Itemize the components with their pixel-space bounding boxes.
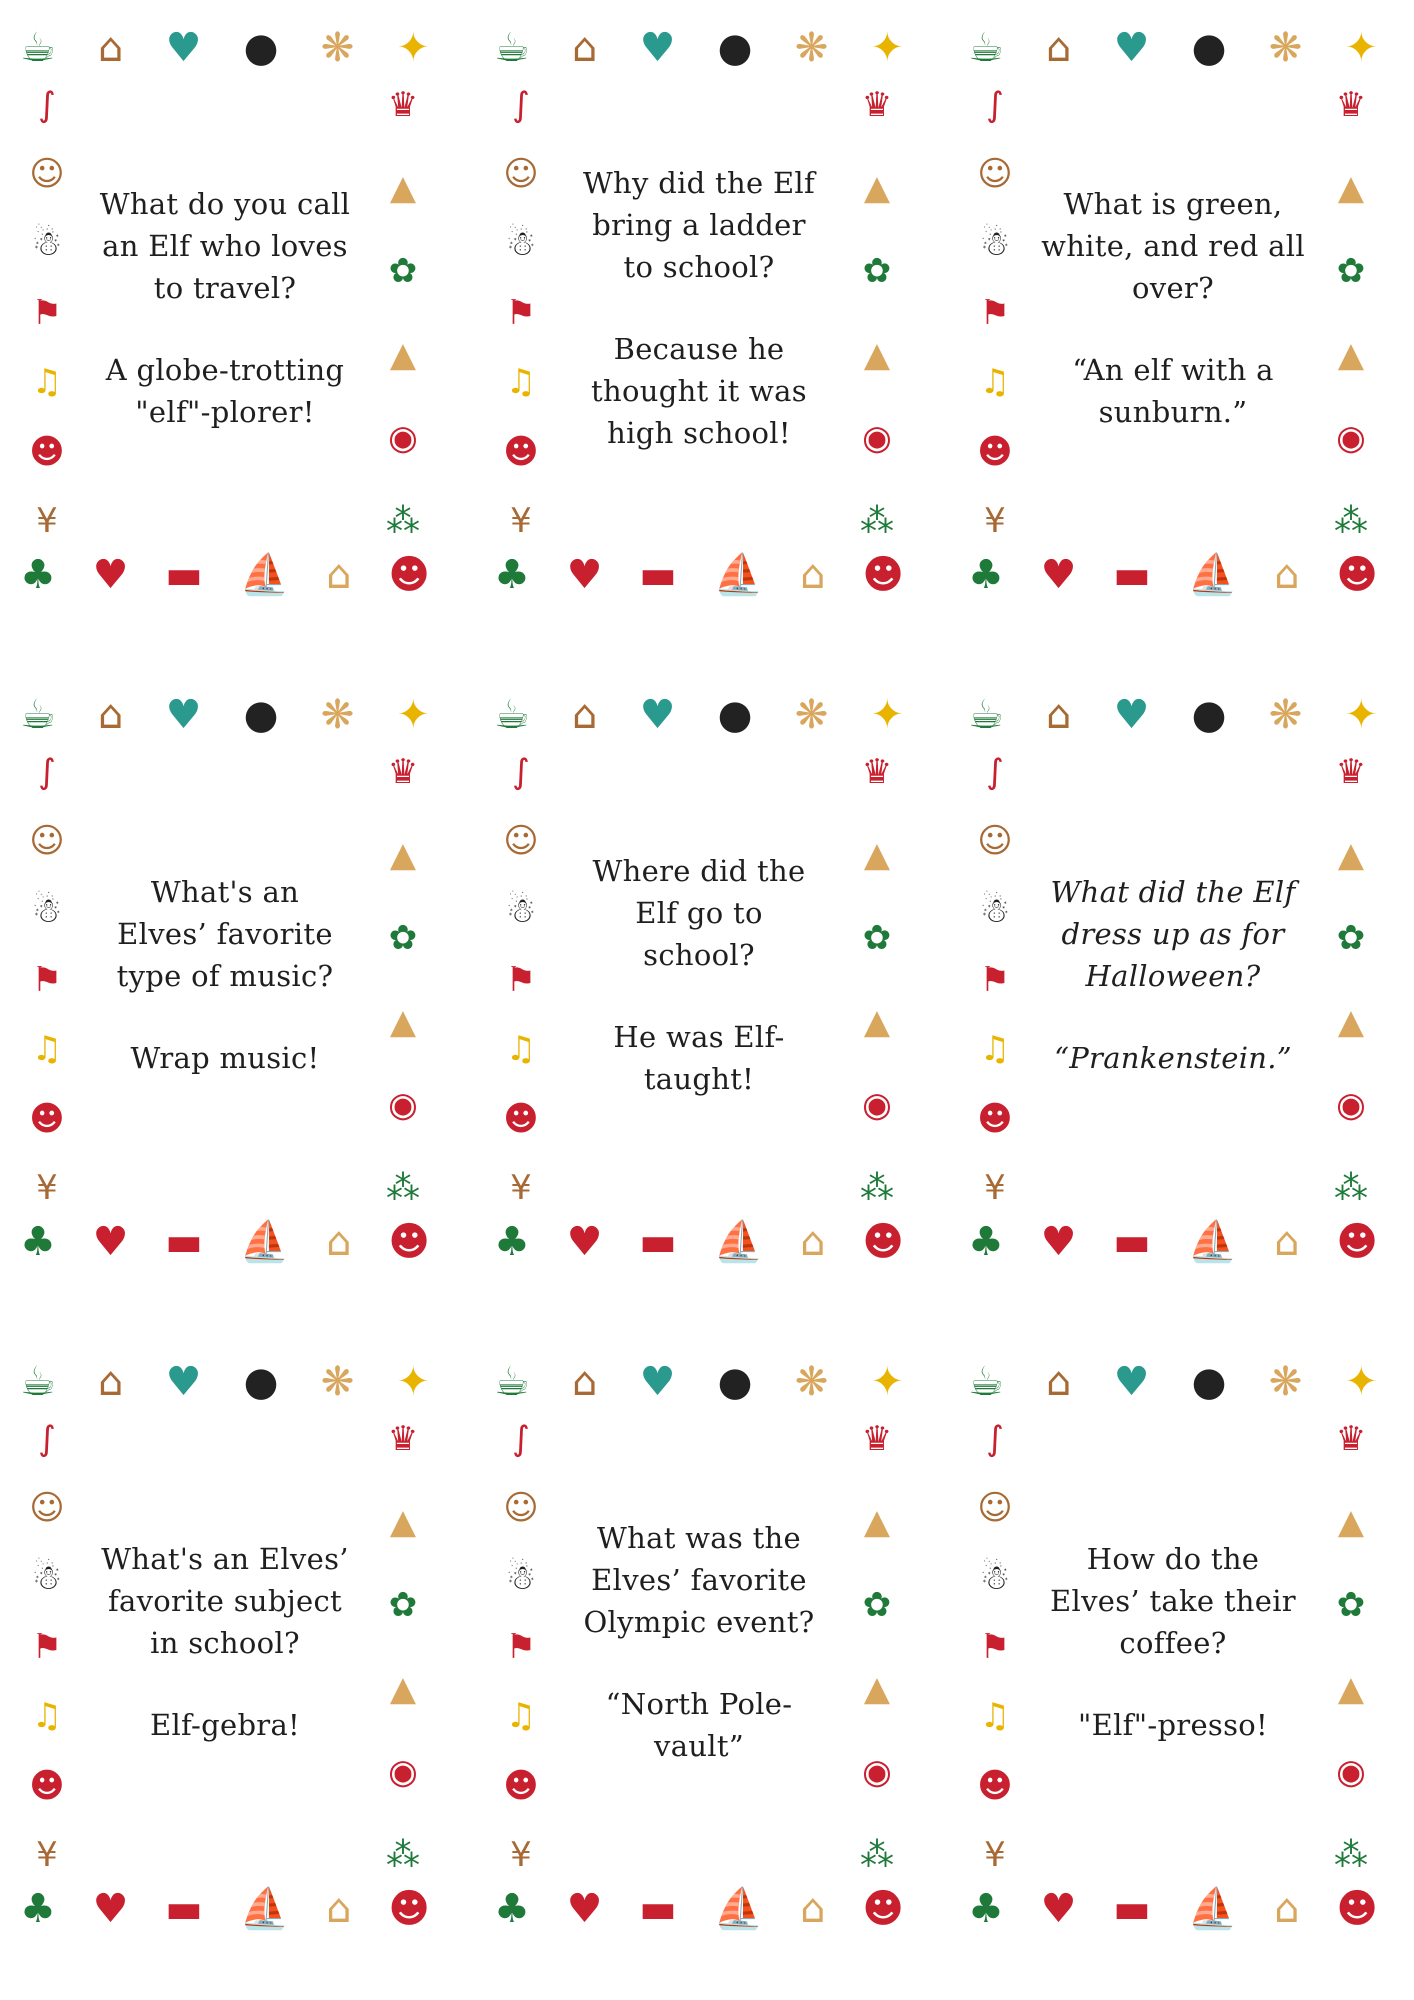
mistletoe-icon: ✿ xyxy=(862,1585,892,1626)
border-left xyxy=(968,752,1022,1208)
ornaments-icon: ⁂ xyxy=(1334,1167,1368,1208)
red-truck-tree-icon: ▬ xyxy=(639,552,677,598)
sleigh-icon: ⛵ xyxy=(713,1886,764,1932)
mistletoe-icon: ✿ xyxy=(1336,1585,1366,1626)
joke-answer: Wrap music! xyxy=(130,1041,320,1076)
gingerbread-man-icon: ☺ xyxy=(29,821,65,862)
joke-answer: “An elf with a sunburn.” xyxy=(1072,353,1274,430)
border-left xyxy=(494,85,548,541)
bells-icon: ♫ xyxy=(31,1696,63,1737)
gingerbread-house-icon: ⌂ xyxy=(572,1359,598,1405)
santa-sack-icon: ☻ xyxy=(388,1219,430,1265)
santa-sack-icon: ☻ xyxy=(1336,1886,1378,1932)
star-cookie-icon: ❋ xyxy=(320,692,355,738)
cupcake-icon: ♛ xyxy=(387,752,419,792)
gingerbread-house-icon: ⌂ xyxy=(572,25,598,71)
sleigh-icon: ⛵ xyxy=(1187,1219,1238,1265)
mistletoe-icon: ✿ xyxy=(1336,251,1366,292)
village-houses-icon: ⌂ xyxy=(800,1886,826,1932)
tree-cookie-icon: ▲ xyxy=(863,168,891,209)
candy-cane-icon: ∫ xyxy=(512,752,530,792)
santa-icon: ☻ xyxy=(503,431,539,472)
border-right xyxy=(376,752,430,1208)
border-right xyxy=(850,752,904,1208)
stockings-icon: ♥ xyxy=(1113,692,1150,738)
north-pole-sign-icon: ⚑ xyxy=(31,292,63,333)
bells-icon: ♫ xyxy=(979,1029,1011,1070)
joke-text xyxy=(86,1452,364,1832)
gingerbread-house-icon: ⌂ xyxy=(1046,1359,1072,1405)
north-pole-sign-icon: ⚑ xyxy=(979,1626,1011,1667)
stockings-icon: ♥ xyxy=(1113,1359,1150,1405)
snowman-icon: ☃ xyxy=(505,890,537,931)
village-houses-icon: ⌂ xyxy=(1274,552,1300,598)
cupcake-icon: ♛ xyxy=(387,85,419,125)
santa-sack-icon: ☻ xyxy=(862,1219,904,1265)
snowman-icon: ☃ xyxy=(505,223,537,264)
bells-icon: ♫ xyxy=(31,1029,63,1070)
christmas-tree-icon: ♣ xyxy=(968,1219,1004,1265)
bells-icon: ♫ xyxy=(979,362,1011,403)
joke-card xyxy=(20,18,430,608)
border-bottom xyxy=(20,1209,430,1275)
lollipop-icon: ◉ xyxy=(1336,1751,1366,1792)
border-left xyxy=(20,85,74,541)
joke-text xyxy=(560,785,838,1165)
border-left xyxy=(20,1419,74,1875)
stockings-icon: ♥ xyxy=(639,25,676,71)
tree-cookie-icon: ▲ xyxy=(863,835,891,876)
ornaments-icon: ⁂ xyxy=(386,1167,420,1208)
cocoa-mug-icon: ☕ xyxy=(494,1359,530,1405)
joke-card xyxy=(494,685,904,1275)
cocoa-mug-icon: ☕ xyxy=(968,1359,1004,1405)
sparkle-star-icon: ✦ xyxy=(870,692,904,738)
joke-text xyxy=(86,785,364,1165)
border-right xyxy=(376,1419,430,1875)
joke-answer: Because he thought it was high school! xyxy=(591,332,807,451)
joke-question: What was the Elves’ favorite Olympic event? xyxy=(583,1520,815,1639)
border-bottom xyxy=(20,1876,430,1942)
border-right xyxy=(1324,1419,1378,1875)
border-left xyxy=(20,752,74,1208)
ornaments-icon: ⁂ xyxy=(860,500,894,541)
gingerbread-man-icon: ☺ xyxy=(977,821,1013,862)
bells-icon: ♫ xyxy=(505,1696,537,1737)
border-top xyxy=(494,1352,904,1412)
joke-question: What did the Elf dress up as for Halloween? xyxy=(1050,874,1296,993)
snowman-icon: ☃ xyxy=(979,1557,1011,1598)
sparkle-star-icon: ✦ xyxy=(1344,692,1378,738)
penguin-icon: ● xyxy=(717,25,753,71)
gingerbread-house-icon: ⌂ xyxy=(1046,692,1072,738)
snowman-icon: ☃ xyxy=(505,1557,537,1598)
joke-question: What's an Elves’ favorite subject in school? xyxy=(101,1541,349,1660)
sleigh-icon: ⛵ xyxy=(713,1219,764,1265)
joke-question: What is green, white, and red all over? xyxy=(1041,186,1305,305)
north-pole-sign-icon: ⚑ xyxy=(31,1626,63,1667)
gingerbread-house-icon: ⌂ xyxy=(98,1359,124,1405)
santa-sack-icon: ☻ xyxy=(388,552,430,598)
gingerbread-man-icon: ☺ xyxy=(29,154,65,195)
star-cookie-icon: ❋ xyxy=(794,25,829,71)
candy-cane-icon: ∫ xyxy=(512,1419,530,1459)
border-right xyxy=(1324,85,1378,541)
santa-sack-icon: ☻ xyxy=(388,1886,430,1932)
christmas-tree-icon: ♣ xyxy=(20,1219,56,1265)
stockings-row-icon: ♥ xyxy=(92,1219,129,1265)
village-houses-icon: ⌂ xyxy=(800,1219,826,1265)
sleigh-icon: ⛵ xyxy=(1187,552,1238,598)
bells-icon: ♫ xyxy=(31,362,63,403)
sparkle-star-icon: ✦ xyxy=(870,25,904,71)
cupcake-icon: ♛ xyxy=(861,1419,893,1459)
village-houses-icon: ⌂ xyxy=(800,552,826,598)
gingerbread-house-icon: ⌂ xyxy=(98,692,124,738)
sleigh-icon: ⛵ xyxy=(239,552,290,598)
north-pole-sign-icon: ⚑ xyxy=(505,292,537,333)
santa-icon: ☻ xyxy=(503,1098,539,1139)
penguin-icon: ● xyxy=(243,25,279,71)
snowman-icon: ☃ xyxy=(31,223,63,264)
gingerbread-man-icon: ☺ xyxy=(977,1488,1013,1529)
star-cookie-icon: ❋ xyxy=(1268,1359,1303,1405)
candy-cane-icon: ∫ xyxy=(512,85,530,125)
joke-question: What do you call an Elf who loves to travel? xyxy=(99,186,351,305)
santa-icon: ☻ xyxy=(977,1098,1013,1139)
lollipop-icon: ◉ xyxy=(1336,1084,1366,1125)
snowman-icon: ☃ xyxy=(979,223,1011,264)
border-left xyxy=(968,85,1022,541)
red-truck-tree-icon: ▬ xyxy=(165,552,203,598)
border-right xyxy=(1324,752,1378,1208)
ornaments-icon: ⁂ xyxy=(860,1834,894,1875)
candy-cane-icon: ∫ xyxy=(38,752,56,792)
christmas-tree-icon: ♣ xyxy=(494,1886,530,1932)
joke-answer: "Elf"-presso! xyxy=(1077,1708,1269,1743)
joke-card xyxy=(968,685,1378,1275)
tree-cookie-icon: ▲ xyxy=(389,835,417,876)
tree-cookie-icon: ▲ xyxy=(1337,835,1365,876)
village-houses-icon: ⌂ xyxy=(326,1886,352,1932)
reindeer-icon: ¥ xyxy=(510,1834,532,1875)
joke-card xyxy=(968,18,1378,608)
village-houses-icon: ⌂ xyxy=(326,1219,352,1265)
cupcake-icon: ♛ xyxy=(1335,1419,1367,1459)
gingerbread-man-icon: ☺ xyxy=(503,821,539,862)
sleigh-icon: ⛵ xyxy=(239,1886,290,1932)
border-top xyxy=(20,685,430,745)
santa-icon: ☻ xyxy=(977,431,1013,472)
reindeer-icon: ¥ xyxy=(36,500,58,541)
sparkle-star-icon: ✦ xyxy=(870,1359,904,1405)
gingerbread-house-icon: ⌂ xyxy=(1046,25,1072,71)
north-pole-sign-icon: ⚑ xyxy=(505,959,537,1000)
gingerbread-man-icon: ☺ xyxy=(29,1488,65,1529)
reindeer-icon: ¥ xyxy=(36,1834,58,1875)
red-truck-tree-icon: ▬ xyxy=(165,1886,203,1932)
stockings-icon: ♥ xyxy=(639,692,676,738)
red-truck-tree-icon: ▬ xyxy=(165,1219,203,1265)
border-top xyxy=(494,685,904,745)
joke-text xyxy=(560,1452,838,1832)
red-truck-tree-icon: ▬ xyxy=(639,1886,677,1932)
ornaments-icon: ⁂ xyxy=(386,1834,420,1875)
cocoa-mug-icon: ☕ xyxy=(494,692,530,738)
stockings-icon: ♥ xyxy=(639,1359,676,1405)
penguin-icon: ● xyxy=(1191,25,1227,71)
star-cookie-icon: ❋ xyxy=(1268,25,1303,71)
cupcake-icon: ♛ xyxy=(861,85,893,125)
stockings-icon: ♥ xyxy=(165,692,202,738)
mistletoe-icon: ✿ xyxy=(388,1585,418,1626)
joke-text xyxy=(560,118,838,498)
lollipop-icon: ◉ xyxy=(1336,417,1366,458)
ornaments-icon: ⁂ xyxy=(860,1167,894,1208)
ornaments-icon: ⁂ xyxy=(386,500,420,541)
joke-question: What's an Elves’ favorite type of music? xyxy=(116,874,334,993)
gingerbread-man-icon: ☺ xyxy=(977,154,1013,195)
red-truck-tree-icon: ▬ xyxy=(639,1219,677,1265)
tree-cookie-icon: ▲ xyxy=(863,1502,891,1543)
red-truck-tree-icon: ▬ xyxy=(1113,1886,1151,1932)
ornaments-icon: ⁂ xyxy=(1334,500,1368,541)
snowman-icon: ☃ xyxy=(979,890,1011,931)
sparkle-star-icon: ✦ xyxy=(1344,1359,1378,1405)
cocoa-mug-icon: ☕ xyxy=(20,1359,56,1405)
mistletoe-icon: ✿ xyxy=(862,251,892,292)
snowman-icon: ☃ xyxy=(31,890,63,931)
border-bottom xyxy=(968,1876,1378,1942)
stockings-icon: ♥ xyxy=(1113,25,1150,71)
joke-card xyxy=(968,1352,1378,1942)
village-houses-icon: ⌂ xyxy=(1274,1219,1300,1265)
joke-card xyxy=(20,685,430,1275)
reindeer-icon: ¥ xyxy=(984,500,1006,541)
candy-cane-icon: ∫ xyxy=(986,85,1004,125)
sparkle-star-icon: ✦ xyxy=(396,692,430,738)
border-bottom xyxy=(494,1876,904,1942)
gingerbread-house-icon: ⌂ xyxy=(572,692,598,738)
north-pole-sign-icon: ⚑ xyxy=(979,292,1011,333)
joke-question: Why did the Elf bring a ladder to school? xyxy=(582,165,816,284)
lollipop-icon: ◉ xyxy=(862,1751,892,1792)
reindeer-icon: ¥ xyxy=(510,1167,532,1208)
stockings-row-icon: ♥ xyxy=(566,552,603,598)
joke-answer: Elf-gebra! xyxy=(149,1708,301,1743)
sparkle-star-icon: ✦ xyxy=(1344,25,1378,71)
penguin-icon: ● xyxy=(717,692,753,738)
gingerbread-man-icon: ☺ xyxy=(503,1488,539,1529)
lollipop-icon: ◉ xyxy=(388,417,418,458)
joke-text xyxy=(1034,118,1312,498)
stockings-icon: ♥ xyxy=(165,25,202,71)
cupcake-icon: ♛ xyxy=(387,1419,419,1459)
stockings-row-icon: ♥ xyxy=(92,552,129,598)
penguin-icon: ● xyxy=(1191,692,1227,738)
christmas-tree-icon: ♣ xyxy=(968,552,1004,598)
mistletoe-icon: ✿ xyxy=(388,918,418,959)
reindeer-icon: ¥ xyxy=(36,1167,58,1208)
cocoa-mug-icon: ☕ xyxy=(20,25,56,71)
santa-icon: ☻ xyxy=(29,431,65,472)
tree-cookie-iced-icon: ▲ xyxy=(1337,1001,1365,1042)
border-left xyxy=(968,1419,1022,1875)
tree-cookie-icon: ▲ xyxy=(389,1502,417,1543)
stockings-row-icon: ♥ xyxy=(1040,1219,1077,1265)
star-cookie-icon: ❋ xyxy=(1268,692,1303,738)
joke-answer: “North Pole- vault” xyxy=(605,1687,793,1764)
reindeer-icon: ¥ xyxy=(984,1834,1006,1875)
stockings-row-icon: ♥ xyxy=(92,1886,129,1932)
joke-card xyxy=(494,18,904,608)
snowman-icon: ☃ xyxy=(31,1557,63,1598)
border-top xyxy=(968,1352,1378,1412)
tree-cookie-iced-icon: ▲ xyxy=(863,1001,891,1042)
border-bottom xyxy=(494,1209,904,1275)
joke-question: How do the Elves’ take their coffee? xyxy=(1050,1541,1296,1660)
gingerbread-man-icon: ☺ xyxy=(503,154,539,195)
border-left xyxy=(494,1419,548,1875)
joke-text xyxy=(1034,785,1312,1165)
bells-icon: ♫ xyxy=(505,362,537,403)
border-right xyxy=(850,1419,904,1875)
stockings-icon: ♥ xyxy=(165,1359,202,1405)
sparkle-star-icon: ✦ xyxy=(396,1359,430,1405)
tree-cookie-iced-icon: ▲ xyxy=(1337,334,1365,375)
cupcake-icon: ♛ xyxy=(861,752,893,792)
penguin-icon: ● xyxy=(1191,1359,1227,1405)
tree-cookie-icon: ▲ xyxy=(1337,1502,1365,1543)
candy-cane-icon: ∫ xyxy=(986,752,1004,792)
mistletoe-icon: ✿ xyxy=(862,918,892,959)
lollipop-icon: ◉ xyxy=(388,1084,418,1125)
joke-question: Where did the Elf go to school? xyxy=(592,853,806,972)
red-truck-tree-icon: ▬ xyxy=(1113,1219,1151,1265)
santa-sack-icon: ☻ xyxy=(1336,552,1378,598)
star-cookie-icon: ❋ xyxy=(320,25,355,71)
north-pole-sign-icon: ⚑ xyxy=(31,959,63,1000)
mistletoe-icon: ✿ xyxy=(1336,918,1366,959)
border-top xyxy=(494,18,904,78)
joke-card xyxy=(494,1352,904,1942)
border-bottom xyxy=(968,542,1378,608)
cocoa-mug-icon: ☕ xyxy=(968,25,1004,71)
tree-cookie-iced-icon: ▲ xyxy=(389,1668,417,1709)
sparkle-star-icon: ✦ xyxy=(396,25,430,71)
star-cookie-icon: ❋ xyxy=(794,692,829,738)
bells-icon: ♫ xyxy=(979,1696,1011,1737)
border-left xyxy=(494,752,548,1208)
mistletoe-icon: ✿ xyxy=(388,251,418,292)
joke-answer: He was Elf- taught! xyxy=(613,1020,785,1097)
joke-answer: A globe-trotting "elf"-plorer! xyxy=(105,353,345,430)
santa-icon: ☻ xyxy=(29,1098,65,1139)
star-cookie-icon: ❋ xyxy=(794,1359,829,1405)
north-pole-sign-icon: ⚑ xyxy=(979,959,1011,1000)
joke-text xyxy=(86,118,364,498)
border-bottom xyxy=(494,542,904,608)
tree-cookie-icon: ▲ xyxy=(1337,168,1365,209)
reindeer-icon: ¥ xyxy=(510,500,532,541)
stockings-row-icon: ♥ xyxy=(566,1886,603,1932)
santa-sack-icon: ☻ xyxy=(862,552,904,598)
gingerbread-house-icon: ⌂ xyxy=(98,25,124,71)
tree-cookie-iced-icon: ▲ xyxy=(1337,1668,1365,1709)
cupcake-icon: ♛ xyxy=(1335,752,1367,792)
border-top xyxy=(20,1352,430,1412)
tree-cookie-iced-icon: ▲ xyxy=(863,334,891,375)
border-right xyxy=(850,85,904,541)
christmas-tree-icon: ♣ xyxy=(494,1219,530,1265)
tree-cookie-iced-icon: ▲ xyxy=(389,334,417,375)
ornaments-icon: ⁂ xyxy=(1334,1834,1368,1875)
tree-cookie-icon: ▲ xyxy=(389,168,417,209)
stockings-row-icon: ♥ xyxy=(1040,552,1077,598)
tree-cookie-iced-icon: ▲ xyxy=(863,1668,891,1709)
joke-card xyxy=(20,1352,430,1942)
sleigh-icon: ⛵ xyxy=(713,552,764,598)
stockings-row-icon: ♥ xyxy=(1040,1886,1077,1932)
santa-icon: ☻ xyxy=(29,1765,65,1806)
reindeer-icon: ¥ xyxy=(984,1167,1006,1208)
north-pole-sign-icon: ⚑ xyxy=(505,1626,537,1667)
border-top xyxy=(20,18,430,78)
lollipop-icon: ◉ xyxy=(862,417,892,458)
penguin-icon: ● xyxy=(243,692,279,738)
christmas-tree-icon: ♣ xyxy=(20,1886,56,1932)
penguin-icon: ● xyxy=(717,1359,753,1405)
star-cookie-icon: ❋ xyxy=(320,1359,355,1405)
cocoa-mug-icon: ☕ xyxy=(20,692,56,738)
santa-icon: ☻ xyxy=(977,1765,1013,1806)
joke-answer: “Prankenstein.” xyxy=(1054,1041,1292,1076)
lollipop-icon: ◉ xyxy=(388,1751,418,1792)
tree-cookie-iced-icon: ▲ xyxy=(389,1001,417,1042)
stockings-row-icon: ♥ xyxy=(566,1219,603,1265)
christmas-tree-icon: ♣ xyxy=(494,552,530,598)
bells-icon: ♫ xyxy=(505,1029,537,1070)
border-bottom xyxy=(968,1209,1378,1275)
candy-cane-icon: ∫ xyxy=(986,1419,1004,1459)
sleigh-icon: ⛵ xyxy=(239,1219,290,1265)
santa-sack-icon: ☻ xyxy=(862,1886,904,1932)
joke-text xyxy=(1034,1452,1312,1832)
cocoa-mug-icon: ☕ xyxy=(494,25,530,71)
santa-icon: ☻ xyxy=(503,1765,539,1806)
red-truck-tree-icon: ▬ xyxy=(1113,552,1151,598)
border-bottom xyxy=(20,542,430,608)
village-houses-icon: ⌂ xyxy=(1274,1886,1300,1932)
sleigh-icon: ⛵ xyxy=(1187,1886,1238,1932)
christmas-tree-icon: ♣ xyxy=(968,1886,1004,1932)
christmas-tree-icon: ♣ xyxy=(20,552,56,598)
cupcake-icon: ♛ xyxy=(1335,85,1367,125)
border-top xyxy=(968,18,1378,78)
penguin-icon: ● xyxy=(243,1359,279,1405)
village-houses-icon: ⌂ xyxy=(326,552,352,598)
lollipop-icon: ◉ xyxy=(862,1084,892,1125)
candy-cane-icon: ∫ xyxy=(38,1419,56,1459)
candy-cane-icon: ∫ xyxy=(38,85,56,125)
santa-sack-icon: ☻ xyxy=(1336,1219,1378,1265)
border-right xyxy=(376,85,430,541)
border-top xyxy=(968,685,1378,745)
cocoa-mug-icon: ☕ xyxy=(968,692,1004,738)
